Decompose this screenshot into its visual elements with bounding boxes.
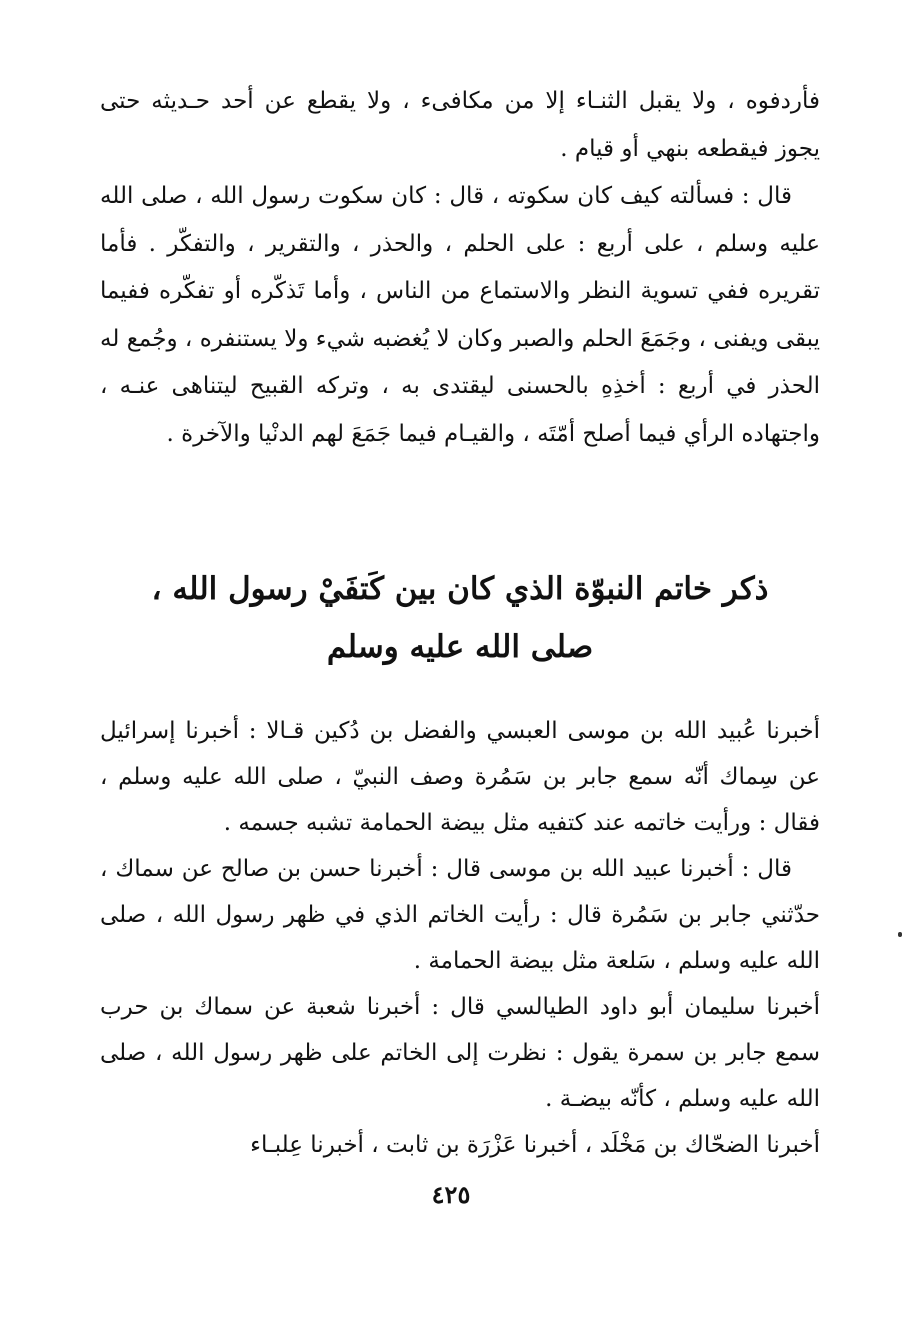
section-text-block — [100, 708, 820, 1168]
hadith-paragraph-4: أخبرنا الضحّاك بن مَخْلَد ، أخبرنا عَزْرَة بن ثابت ، أخبرنا عِلبـاء — [250, 1132, 820, 1158]
page-number: ٤٢٥ — [431, 1180, 471, 1209]
heading-line-1: ذكر خاتم النبوّة الذي كان بين كَتفَيْ رسول الله ، — [151, 571, 769, 607]
heading-line-2: صلى الله عليه وسلم — [326, 629, 594, 665]
hadith-paragraph-3: أخبرنا سليمان أبو داود الطيالسي قال : أخبرنا شعبة عن سماك بن حرب سمع جابر بن سمرة يقول : نظرت إلى الخاتم على ظهر رسول الله ، صلى الله عليه وسلم ، كأنّه بيضـة . — [100, 994, 820, 1112]
section-heading-text — [100, 560, 820, 676]
hadith-paragraph-2: قال : أخبرنا عبيد الله بن موسى قال : أخبرنا حسن بن صالح عن سماك ، حدّثني جابر بن سَمُرة قال : رأيت الخاتم الذي في ظهر رسول الله ، صلى الله عليه وسلم ، سَلعة مثل بيضة الحمامة . — [100, 856, 820, 974]
paragraph-1: فأردفوه ، ولا يقبل الثنـاء إلا من مكافىء ، ولا يقطع عن أحد حـديثه حتى يجوز فيقطعه بنهي أو قيام . — [100, 88, 820, 162]
section-heading — [100, 560, 820, 676]
margin-mark — [898, 932, 902, 937]
paragraph-2: قال : فسألته كيف كان سكوته ، قال : كان سكوت رسول الله ، صلى الله عليه وسلم ، على أربع : على الحلم ، والحذر ، والتقرير ، والتفكّر . فأما تقريره ففي تسوية النظر والاستماع من الناس ، وأما تَذكّره أو تفكّره ففيما يبقى ويفنى ، وجَمَعَ الحلم والصبر وكان لا يُغضبه شيء ولا يستنفره ، وجُمع له الحذر في أربع : أخذِهِ بالحسنى ليقتدى به ، وتركه القبيح ليتناهى عنـه ، واجتهاده الرأي فيما أصلح أمّتَه ، والقيـام فيما جَمَعَ لهم الدنْيا والآخرة . — [100, 183, 820, 447]
top-text-block — [100, 78, 820, 458]
hadith-paragraph-1: أخبرنا عُبيد الله بن موسى العبسي والفضل بن دُكين قـالا : أخبرنا إسرائيل عن سِماك أنّه سمع جابر بن سَمُرة وصف النبيّ ، صلى الله عليه وسلم ، فقال : ورأيت خاتمه عند كتفيه مثل بيضة الحمامة تشبه جسمه . — [100, 718, 820, 836]
